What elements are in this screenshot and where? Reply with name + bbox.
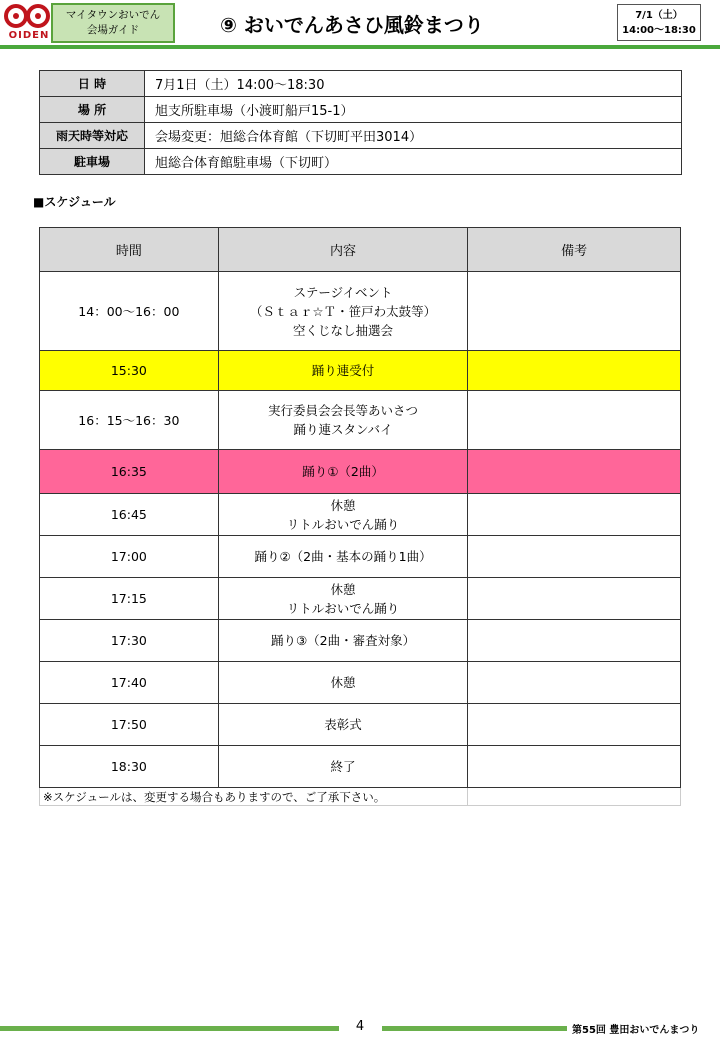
footer-event-name: 第55回 豊田おいでんまつり: [572, 1025, 700, 1036]
schedule-row: [40, 391, 681, 450]
schedule-content: [218, 536, 468, 578]
content-line: 踊り③（2曲・審査対象）: [270, 633, 416, 648]
schedule-time: 17:40: [40, 662, 219, 704]
schedule-note: [468, 536, 681, 578]
schedule-row: [40, 494, 681, 536]
logo-text: OIDEN: [8, 30, 50, 41]
header-divider: [0, 45, 720, 49]
content-line: 踊り連受付: [311, 363, 375, 378]
header-notes: 備考: [468, 228, 681, 272]
oiden-logo: [4, 4, 50, 42]
schedule-note: [468, 662, 681, 704]
schedule-row: [40, 536, 681, 578]
schedule-content: [218, 704, 468, 746]
page-number: 4: [355, 1019, 365, 1034]
header-time: 時間: [40, 228, 219, 272]
schedule-time: 16:45: [40, 494, 219, 536]
schedule-note: [468, 351, 681, 391]
guide-line-2: 会場ガイド: [86, 24, 140, 36]
content-line: 表彰式: [324, 717, 362, 732]
schedule-time: 15:30: [40, 351, 219, 391]
schedule-note: [468, 746, 681, 788]
content-line: 休憩: [330, 497, 356, 513]
schedule-content: [218, 450, 468, 494]
guide-label-box: [51, 3, 175, 43]
content-line: 踊り②（2曲・基本の踊り1曲）: [254, 549, 432, 564]
info-label: 雨天時等対応: [40, 123, 145, 149]
schedule-time: 16:35: [40, 450, 219, 494]
schedule-content: [218, 351, 468, 391]
schedule-table: [39, 227, 681, 806]
schedule-content: [218, 578, 468, 620]
content-line: 休憩: [330, 581, 356, 597]
schedule-time: 16：15〜16：30: [40, 391, 219, 450]
schedule-row: [40, 450, 681, 494]
page-title: ⑨ おいでんあさひ風鈴まつり: [220, 13, 484, 37]
date-badge: [617, 4, 701, 41]
schedule-section-label: ■スケジュール: [33, 195, 116, 209]
info-value: 会場変更：旭総合体育館（下切町平田3014）: [145, 123, 682, 149]
info-row: [40, 71, 682, 97]
content-line: リトルおいでん踊り: [286, 600, 400, 616]
schedule-row: [40, 351, 681, 391]
schedule-time: 17:00: [40, 536, 219, 578]
info-row: [40, 97, 682, 123]
content-line: 休憩: [330, 675, 356, 690]
time-text: 14:00〜18:30: [622, 25, 696, 36]
content-line: 踊り①（2曲）: [302, 464, 384, 479]
schedule-content: [218, 272, 468, 351]
schedule-row: [40, 746, 681, 788]
content-line: 終了: [330, 759, 356, 774]
content-line: ステージイベント: [293, 284, 393, 300]
schedule-time: 17:30: [40, 620, 219, 662]
schedule-row: [40, 620, 681, 662]
schedule-time: 17:15: [40, 578, 219, 620]
schedule-note: [468, 272, 681, 351]
schedule-row: [40, 578, 681, 620]
schedule-content: [218, 494, 468, 536]
info-value: 旭支所駐車場（小渡町船戸15-1）: [145, 97, 682, 123]
schedule-header-row: [40, 228, 681, 272]
schedule-note: [468, 704, 681, 746]
schedule-row: [40, 704, 681, 746]
schedule-time: 18:30: [40, 746, 219, 788]
content-line: （Ｓｔａｒ☆Ｔ・笹戸わ太鼓等）: [249, 303, 437, 319]
info-row: [40, 149, 682, 175]
content-line: リトルおいでん踊り: [286, 516, 400, 532]
schedule-footnote-row: [40, 788, 681, 806]
footnote-blank-cell: [468, 788, 681, 806]
schedule-note: [468, 450, 681, 494]
info-label: 場 所: [40, 97, 145, 123]
info-label: 駐車場: [40, 149, 145, 175]
info-value: 旭総合体育館駐車場（下切町）: [145, 149, 682, 175]
date-text: 7/1（土）: [635, 10, 683, 21]
schedule-content: [218, 746, 468, 788]
content-line: 踊り連スタンバイ: [293, 422, 393, 437]
header-content: 内容: [218, 228, 468, 272]
schedule-note: [468, 620, 681, 662]
schedule-footnote: ※スケジュールは、変更する場合もありますので、ご了承下さい。: [40, 788, 468, 806]
schedule-time: 17:50: [40, 704, 219, 746]
content-line: 実行委員会会長等あいさつ: [268, 403, 419, 418]
footer-bar-right: [382, 1026, 567, 1031]
info-label: 日 時: [40, 71, 145, 97]
schedule-time: 14：00〜16：00: [40, 272, 219, 351]
schedule-content: [218, 620, 468, 662]
footer-bar-left: [0, 1026, 339, 1031]
schedule-row: [40, 662, 681, 704]
info-row: [40, 123, 682, 149]
schedule-note: [468, 494, 681, 536]
content-line: 空くじなし抽選会: [293, 322, 394, 338]
schedule-content: [218, 662, 468, 704]
event-info-table: [39, 70, 682, 175]
page-header: [0, 0, 720, 46]
schedule-note: [468, 391, 681, 450]
info-value: 7月1日（土）14:00〜18:30: [145, 71, 682, 97]
guide-line-1: マイタウンおいでん: [65, 9, 161, 21]
schedule-note: [468, 578, 681, 620]
schedule-row: [40, 272, 681, 351]
schedule-content: [218, 391, 468, 450]
